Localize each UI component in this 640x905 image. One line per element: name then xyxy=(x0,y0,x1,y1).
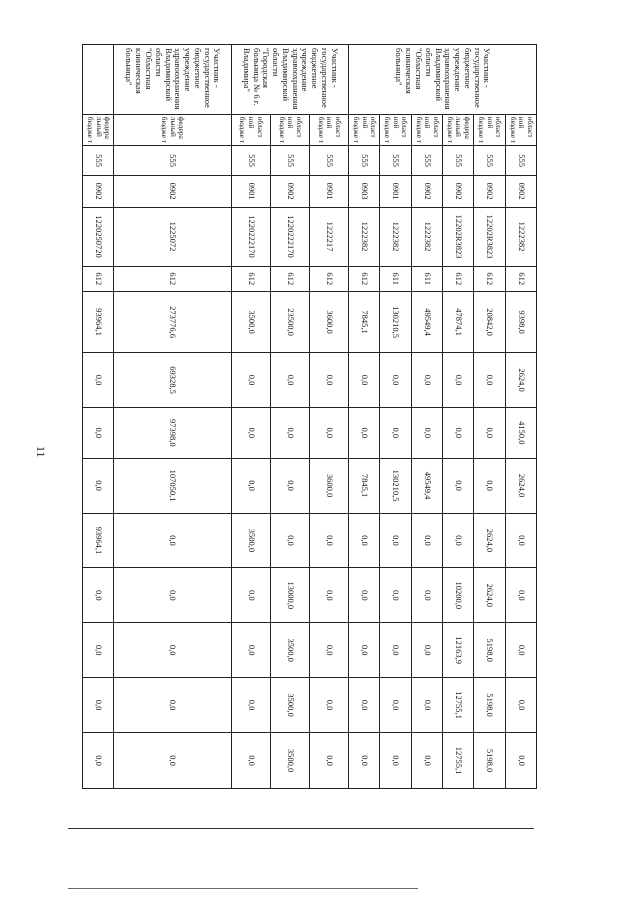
funding-source-cell: област ной бюдже т xyxy=(309,114,348,146)
code-cell: 555 xyxy=(474,146,505,176)
value-cell: 7845,1 xyxy=(349,458,380,513)
code-cell: 1222217 xyxy=(309,207,348,266)
value-cell: 3600,0 xyxy=(309,291,348,352)
code-cell: 1220222170 xyxy=(270,207,309,266)
value-cell: 0,0 xyxy=(505,623,536,678)
value-cell: 0,0 xyxy=(83,623,114,678)
code-cell: 12202R3823 xyxy=(443,207,474,266)
code-cell: 612 xyxy=(505,266,536,291)
value-cell: 0,0 xyxy=(83,733,114,789)
code-cell: 0901 xyxy=(380,175,411,207)
value-cell: 0,0 xyxy=(411,623,442,678)
value-cell: 0,0 xyxy=(349,678,380,733)
funding-source-cell: област ной бюдже т xyxy=(474,114,505,146)
table-row xyxy=(443,45,474,789)
code-cell: 555 xyxy=(83,146,114,176)
value-cell: 0,0 xyxy=(474,458,505,513)
table-row xyxy=(231,45,270,789)
value-cell: 12163,9 xyxy=(443,623,474,678)
code-cell: 1220222170 xyxy=(231,207,270,266)
value-cell: 0,0 xyxy=(411,407,442,458)
value-cell: 0,0 xyxy=(411,513,442,568)
value-cell: 5198,0 xyxy=(474,678,505,733)
code-cell: 555 xyxy=(411,146,442,176)
code-cell: 555 xyxy=(231,146,270,176)
code-cell: 0901 xyxy=(231,175,270,207)
participant-cell: Участник - государственное бюджетное учреждение здравоохранения Владимирской области "Областная клиническая больница" xyxy=(349,45,537,115)
value-cell: 2624,0 xyxy=(505,458,536,513)
value-cell: 273776,6 xyxy=(114,291,231,352)
participant-cell: Участник - государственное бюджетное учреждение здравоохранения Владимирской области "Областная клиническая больница" xyxy=(114,45,231,115)
value-cell: 0,0 xyxy=(349,568,380,623)
value-cell: 0,0 xyxy=(349,353,380,408)
value-cell: 0,0 xyxy=(114,678,231,733)
code-cell: 612 xyxy=(349,266,380,291)
value-cell: 0,0 xyxy=(309,568,348,623)
value-cell: 0,0 xyxy=(83,568,114,623)
value-cell: 0,0 xyxy=(270,513,309,568)
value-cell: 0,0 xyxy=(231,407,270,458)
value-cell: 0,0 xyxy=(411,733,442,789)
code-cell: 555 xyxy=(349,146,380,176)
table-row xyxy=(380,45,411,789)
value-cell: 0,0 xyxy=(309,353,348,408)
value-cell: 0,0 xyxy=(270,458,309,513)
code-cell: 612 xyxy=(83,266,114,291)
value-cell: 13000,0 xyxy=(270,568,309,623)
footer-rule-short xyxy=(68,888,418,889)
funding-source-cell: федера льный бюдже т xyxy=(83,114,114,146)
funding-source-cell: област ной бюдже т xyxy=(505,114,536,146)
value-cell: 0,0 xyxy=(349,623,380,678)
value-cell: 4150,0 xyxy=(505,407,536,458)
participant-cell xyxy=(83,45,114,115)
table-frame xyxy=(82,44,537,789)
value-cell: 0,0 xyxy=(411,353,442,408)
value-cell: 0,0 xyxy=(309,733,348,789)
value-cell: 0,0 xyxy=(231,733,270,789)
code-cell: 0902 xyxy=(270,175,309,207)
value-cell: 0,0 xyxy=(380,568,411,623)
value-cell: 0,0 xyxy=(114,733,231,789)
value-cell: 0,0 xyxy=(309,513,348,568)
code-cell: 555 xyxy=(380,146,411,176)
page-number: 11 xyxy=(34,446,48,458)
value-cell: 0,0 xyxy=(411,678,442,733)
code-cell: 612 xyxy=(114,266,231,291)
value-cell: 0,0 xyxy=(443,353,474,408)
value-cell: 0,0 xyxy=(380,407,411,458)
value-cell: 0,0 xyxy=(83,353,114,408)
value-cell: 0,0 xyxy=(505,513,536,568)
value-cell: 130210,5 xyxy=(380,291,411,352)
value-cell: 93964,1 xyxy=(83,513,114,568)
code-cell: 0902 xyxy=(411,175,442,207)
value-cell: 2624,0 xyxy=(474,513,505,568)
funding-source-cell: област ной бюдже т xyxy=(231,114,270,146)
funding-source-cell: федера льный бюдже т xyxy=(443,114,474,146)
value-cell: 69328,5 xyxy=(114,353,231,408)
value-cell: 20842,0 xyxy=(474,291,505,352)
code-cell: 1222382 xyxy=(411,207,442,266)
value-cell: 0,0 xyxy=(380,733,411,789)
table-row xyxy=(474,45,505,789)
value-cell: 0,0 xyxy=(349,513,380,568)
value-cell: 3500,0 xyxy=(231,513,270,568)
value-cell: 0,0 xyxy=(231,678,270,733)
value-cell: 23500,0 xyxy=(270,291,309,352)
value-cell: 2624,0 xyxy=(474,568,505,623)
code-cell: 555 xyxy=(270,146,309,176)
value-cell: 0,0 xyxy=(231,623,270,678)
code-cell: 612 xyxy=(474,266,505,291)
value-cell: 3500,0 xyxy=(270,678,309,733)
value-cell: 0,0 xyxy=(83,458,114,513)
participant-cell: Участник - государственное бюджетное учреждение здравоохранения Владимирской области "Городская больница № 6 г. Владимира" xyxy=(231,45,348,115)
value-cell: 3500,0 xyxy=(231,291,270,352)
value-cell: 0,0 xyxy=(231,568,270,623)
value-cell: 0,0 xyxy=(380,353,411,408)
value-cell: 0,0 xyxy=(349,407,380,458)
code-cell: 1220250720 xyxy=(83,207,114,266)
value-cell: 107050,1 xyxy=(114,458,231,513)
value-cell: 0,0 xyxy=(309,623,348,678)
code-cell: 0901 xyxy=(309,175,348,207)
funding-source-cell: област ной бюдже т xyxy=(411,114,442,146)
value-cell: 0,0 xyxy=(505,568,536,623)
code-cell: 1225072 xyxy=(114,207,231,266)
code-cell: 611 xyxy=(380,266,411,291)
table-row xyxy=(349,45,380,789)
value-cell: 0,0 xyxy=(231,458,270,513)
value-cell: 97398,0 xyxy=(114,407,231,458)
value-cell: 9398,0 xyxy=(505,291,536,352)
value-cell: 0,0 xyxy=(114,568,231,623)
table-row xyxy=(83,45,114,789)
code-cell: 0902 xyxy=(83,175,114,207)
value-cell: 12755,1 xyxy=(443,678,474,733)
code-cell: 1222382 xyxy=(505,207,536,266)
value-cell: 0,0 xyxy=(443,458,474,513)
value-cell: 47874,1 xyxy=(443,291,474,352)
value-cell: 93964,1 xyxy=(83,291,114,352)
budget-table xyxy=(82,44,537,789)
code-cell: 612 xyxy=(231,266,270,291)
value-cell: 0,0 xyxy=(270,353,309,408)
funding-source-cell: федера льный бюдже т xyxy=(114,114,231,146)
table-row xyxy=(411,45,442,789)
value-cell: 0,0 xyxy=(380,678,411,733)
table-row xyxy=(114,45,231,789)
code-cell: 0902 xyxy=(443,175,474,207)
code-cell: 612 xyxy=(270,266,309,291)
value-cell: 49549,4 xyxy=(411,458,442,513)
value-cell: 0,0 xyxy=(443,513,474,568)
table-row xyxy=(270,45,309,789)
value-cell: 0,0 xyxy=(309,407,348,458)
value-cell: 0,0 xyxy=(349,733,380,789)
value-cell: 49549,4 xyxy=(411,291,442,352)
value-cell: 3500,0 xyxy=(270,623,309,678)
funding-source-cell: област ной бюдже т xyxy=(270,114,309,146)
value-cell: 0,0 xyxy=(380,513,411,568)
code-cell: 611 xyxy=(411,266,442,291)
code-cell: 555 xyxy=(114,146,231,176)
value-cell: 12755,1 xyxy=(443,733,474,789)
value-cell: 0,0 xyxy=(114,513,231,568)
value-cell: 10200,0 xyxy=(443,568,474,623)
footer-rule xyxy=(68,828,534,829)
value-cell: 130210,5 xyxy=(380,458,411,513)
funding-source-cell: област ной бюдже т xyxy=(380,114,411,146)
code-cell: 555 xyxy=(443,146,474,176)
value-cell: 0,0 xyxy=(270,407,309,458)
value-cell: 0,0 xyxy=(411,568,442,623)
code-cell: 555 xyxy=(505,146,536,176)
value-cell: 0,0 xyxy=(83,678,114,733)
table-body xyxy=(83,45,537,789)
value-cell: 0,0 xyxy=(505,678,536,733)
value-cell: 3600,0 xyxy=(309,458,348,513)
code-cell: 612 xyxy=(443,266,474,291)
value-cell: 2624,0 xyxy=(505,353,536,408)
code-cell: 1222382 xyxy=(349,207,380,266)
value-cell: 7845,1 xyxy=(349,291,380,352)
code-cell: 12202R3823 xyxy=(474,207,505,266)
value-cell: 0,0 xyxy=(231,353,270,408)
value-cell: 0,0 xyxy=(505,733,536,789)
funding-source-cell: област ной бюдже т xyxy=(349,114,380,146)
code-cell: 1222382 xyxy=(380,207,411,266)
code-cell: 0903 xyxy=(349,175,380,207)
value-cell: 5198,0 xyxy=(474,623,505,678)
value-cell: 0,0 xyxy=(83,407,114,458)
code-cell: 612 xyxy=(309,266,348,291)
value-cell: 0,0 xyxy=(114,623,231,678)
code-cell: 0902 xyxy=(505,175,536,207)
value-cell: 0,0 xyxy=(474,353,505,408)
table-row xyxy=(505,45,536,789)
value-cell: 5198,0 xyxy=(474,733,505,789)
value-cell: 0,0 xyxy=(309,678,348,733)
table-row xyxy=(309,45,348,789)
code-cell: 0902 xyxy=(474,175,505,207)
code-cell: 0902 xyxy=(114,175,231,207)
value-cell: 0,0 xyxy=(443,407,474,458)
value-cell: 0,0 xyxy=(380,623,411,678)
code-cell: 555 xyxy=(309,146,348,176)
value-cell: 0,0 xyxy=(474,407,505,458)
value-cell: 3500,0 xyxy=(270,733,309,789)
rotated-table-wrapper xyxy=(82,44,537,789)
